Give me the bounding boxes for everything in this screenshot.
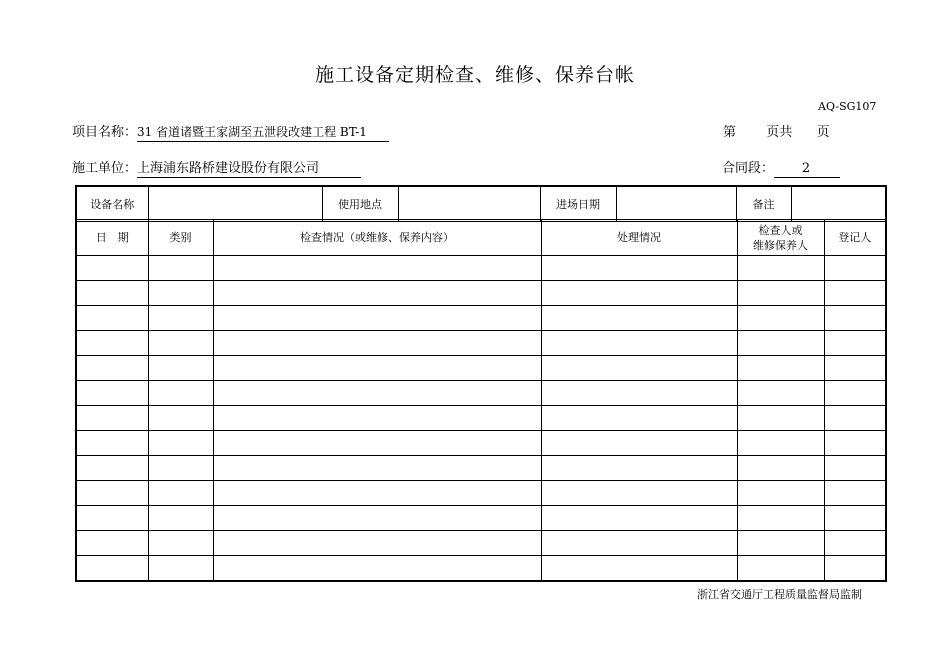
date-cell[interactable] bbox=[76, 531, 148, 556]
table-row bbox=[76, 431, 886, 456]
ledger-rows bbox=[76, 256, 886, 582]
date-cell[interactable] bbox=[76, 281, 148, 306]
construction-unit-label: 施工单位： bbox=[72, 161, 138, 176]
table-row bbox=[76, 456, 886, 481]
registrar-cell[interactable] bbox=[824, 356, 886, 381]
inspector-header-line1: 检查人或 bbox=[758, 223, 803, 237]
equipment-ledger-table bbox=[75, 185, 887, 222]
inspector-cell[interactable] bbox=[737, 506, 824, 531]
handling-cell[interactable] bbox=[541, 406, 737, 431]
inspection-cell[interactable] bbox=[213, 506, 541, 531]
inspector-cell[interactable] bbox=[737, 381, 824, 406]
date-cell[interactable] bbox=[76, 506, 148, 531]
inspection-cell[interactable] bbox=[213, 306, 541, 331]
construction-unit-value[interactable]: 上海浦东路桥建设股份有限公司 bbox=[137, 157, 361, 178]
table-row bbox=[76, 356, 886, 381]
project-name-line bbox=[72, 121, 389, 142]
table-row bbox=[76, 556, 886, 582]
location-label: 使用地点 bbox=[322, 186, 398, 222]
category-cell[interactable] bbox=[148, 506, 213, 531]
construction-unit-line bbox=[72, 157, 361, 178]
handling-cell[interactable] bbox=[541, 306, 737, 331]
date-cell[interactable] bbox=[76, 406, 148, 431]
date-cell[interactable] bbox=[76, 431, 148, 456]
project-name-value[interactable]: 31 省道诸暨王家湖至五泄段改建工程 BT-1 bbox=[137, 123, 389, 142]
handling-cell[interactable] bbox=[541, 456, 737, 481]
registrar-cell[interactable] bbox=[824, 531, 886, 556]
contract-section-line bbox=[722, 157, 840, 178]
page-suffix: 页 bbox=[816, 125, 830, 140]
page-number-line bbox=[723, 121, 830, 140]
handling-cell[interactable] bbox=[541, 331, 737, 356]
registrar-cell[interactable] bbox=[824, 456, 886, 481]
location-cell[interactable] bbox=[398, 186, 540, 222]
page-prefix: 第 bbox=[723, 125, 737, 140]
column-header-row bbox=[76, 220, 886, 256]
inspection-cell[interactable] bbox=[213, 256, 541, 281]
category-cell[interactable] bbox=[148, 256, 213, 281]
registrar-cell[interactable] bbox=[824, 406, 886, 431]
inspector-cell[interactable] bbox=[737, 481, 824, 506]
category-cell[interactable] bbox=[148, 531, 213, 556]
inspection-cell[interactable] bbox=[213, 481, 541, 506]
registrar-cell[interactable] bbox=[824, 331, 886, 356]
handling-cell[interactable] bbox=[541, 256, 737, 281]
table-row bbox=[76, 506, 886, 531]
date-cell[interactable] bbox=[76, 556, 148, 582]
registrar-cell[interactable] bbox=[824, 256, 886, 281]
supervision-footer: 浙江省交通厅工程质量监督局监制 bbox=[697, 588, 862, 601]
category-cell[interactable] bbox=[148, 381, 213, 406]
ledger-body-table bbox=[75, 219, 887, 582]
inspection-cell[interactable] bbox=[213, 456, 541, 481]
date-cell[interactable] bbox=[76, 481, 148, 506]
handling-cell[interactable] bbox=[541, 356, 737, 381]
category-cell[interactable] bbox=[148, 281, 213, 306]
inspection-cell[interactable] bbox=[213, 331, 541, 356]
remarks-label: 备注 bbox=[736, 186, 791, 222]
inspection-cell[interactable] bbox=[213, 531, 541, 556]
inspector-cell[interactable] bbox=[737, 306, 824, 331]
inspection-header: 检查情况（或维修、保养内容） bbox=[213, 220, 541, 256]
category-cell[interactable] bbox=[148, 456, 213, 481]
inspector-cell[interactable] bbox=[737, 556, 824, 582]
handling-cell[interactable] bbox=[541, 431, 737, 456]
date-header: 日 期 bbox=[76, 220, 148, 256]
date-cell[interactable] bbox=[76, 306, 148, 331]
category-cell[interactable] bbox=[148, 481, 213, 506]
inspector-cell[interactable] bbox=[737, 431, 824, 456]
table-row bbox=[76, 331, 886, 356]
inspector-cell[interactable] bbox=[737, 456, 824, 481]
project-name-label: 项目名称： bbox=[72, 125, 138, 140]
registrar-cell[interactable] bbox=[824, 306, 886, 331]
category-cell[interactable] bbox=[148, 556, 213, 582]
handling-cell[interactable] bbox=[541, 531, 737, 556]
inspection-cell[interactable] bbox=[213, 406, 541, 431]
form-code: AQ-SG107 bbox=[818, 100, 877, 113]
handling-cell[interactable] bbox=[541, 381, 737, 406]
handling-cell[interactable] bbox=[541, 281, 737, 306]
table-row bbox=[76, 306, 886, 331]
date-cell[interactable] bbox=[76, 456, 148, 481]
page-middle: 页共 bbox=[766, 125, 793, 140]
table-row bbox=[76, 381, 886, 406]
contract-section-value[interactable]: 2 bbox=[774, 161, 840, 178]
equipment-name-label: 设备名称 bbox=[76, 186, 148, 222]
date-cell[interactable] bbox=[76, 381, 148, 406]
inspector-cell[interactable] bbox=[737, 406, 824, 431]
inspector-cell[interactable] bbox=[737, 331, 824, 356]
category-cell[interactable] bbox=[148, 331, 213, 356]
registrar-cell[interactable] bbox=[824, 281, 886, 306]
table-row bbox=[76, 481, 886, 506]
table-row bbox=[76, 531, 886, 556]
date-cell[interactable] bbox=[76, 256, 148, 281]
equipment-name-cell[interactable] bbox=[148, 186, 322, 222]
inspection-cell[interactable] bbox=[213, 381, 541, 406]
date-cell[interactable] bbox=[76, 356, 148, 381]
inspection-cell[interactable] bbox=[213, 431, 541, 456]
entry-date-label: 进场日期 bbox=[540, 186, 616, 222]
table-row bbox=[76, 281, 886, 306]
inspection-cell[interactable] bbox=[213, 556, 541, 582]
table-row bbox=[76, 256, 886, 281]
contract-section-label: 合同段： bbox=[722, 161, 775, 176]
inspector-header-line2: 维修保养人 bbox=[753, 238, 808, 252]
category-cell[interactable] bbox=[148, 431, 213, 456]
table-row bbox=[76, 406, 886, 431]
document-title: 施工设备定期检查、维修、保养台帐 bbox=[314, 64, 635, 86]
registrar-cell[interactable] bbox=[824, 556, 886, 582]
registrar-cell[interactable] bbox=[824, 431, 886, 456]
inspector-cell[interactable] bbox=[737, 356, 824, 381]
category-cell[interactable] bbox=[148, 356, 213, 381]
inspection-cell[interactable] bbox=[213, 281, 541, 306]
category-cell[interactable] bbox=[148, 306, 213, 331]
entry-date-cell[interactable] bbox=[616, 186, 736, 222]
registrar-header: 登记人 bbox=[824, 220, 886, 256]
registrar-cell[interactable] bbox=[824, 381, 886, 406]
handling-header: 处理情况 bbox=[541, 220, 737, 256]
inspector-cell[interactable] bbox=[737, 531, 824, 556]
handling-cell[interactable] bbox=[541, 556, 737, 582]
inspection-cell[interactable] bbox=[213, 356, 541, 381]
registrar-cell[interactable] bbox=[824, 481, 886, 506]
inspector-cell[interactable] bbox=[737, 281, 824, 306]
handling-cell[interactable] bbox=[541, 506, 737, 531]
inspector-cell[interactable] bbox=[737, 256, 824, 281]
registrar-cell[interactable] bbox=[824, 506, 886, 531]
inspector-header bbox=[737, 220, 824, 256]
remarks-cell[interactable] bbox=[791, 186, 886, 222]
category-cell[interactable] bbox=[148, 406, 213, 431]
handling-cell[interactable] bbox=[541, 481, 737, 506]
date-cell[interactable] bbox=[76, 331, 148, 356]
category-header: 类别 bbox=[148, 220, 213, 256]
equipment-info-row bbox=[76, 186, 886, 222]
